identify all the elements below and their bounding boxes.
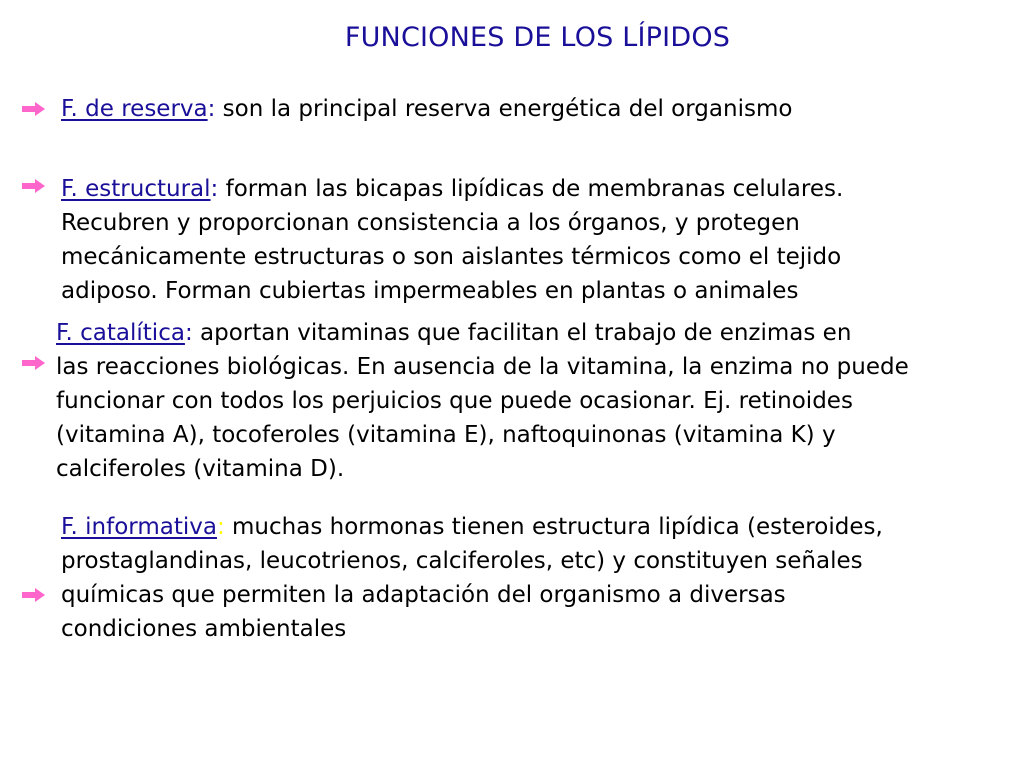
bullet-text-line: funcionar con todos los perjuicios que puede ocasionar. Ej. retinoides [56, 388, 853, 414]
bullet-colon: : [216, 514, 225, 540]
bullet-text-line: (vitamina A), tocoferoles (vitamina E), naftoquinonas (vitamina K) y [56, 422, 836, 448]
arrow-right-icon [22, 587, 46, 603]
bullet-label: F. de reserva [61, 96, 208, 122]
bullet-catalitica [56, 316, 909, 486]
bullet-text-line: químicas que permiten la adaptación del organismo a diversas [61, 582, 786, 608]
bullet-colon: : [207, 96, 216, 122]
bullet-colon: : [184, 320, 193, 346]
bullet-text-line: prostaglandinas, leucotrienos, calciferoles, etc) y constituyen señales [61, 548, 863, 574]
bullet-reserva [61, 92, 792, 126]
bullet-text-line: mecánicamente estructuras o son aislantes térmicos como el tejido [61, 244, 842, 270]
bullet-text-line: Recubren y proporcionan consistencia a los órganos, y protegen [61, 210, 800, 236]
bullet-label: F. informativa [61, 514, 217, 540]
bullet-text-line: las reacciones biológicas. En ausencia de la vitamina, la enzima no puede [56, 354, 909, 380]
bullet-text-line: calciferoles (vitamina D). [56, 456, 345, 482]
slide-title: FUNCIONES DE LOS LÍPIDOS [344, 22, 731, 53]
arrow-right-icon [22, 101, 46, 117]
bullet-text-line: adiposo. Forman cubiertas impermeables en plantas o animales [61, 278, 799, 304]
bullet-informativa [61, 510, 883, 646]
bullet-text-line: son la principal reserva energética del organismo [215, 96, 793, 122]
bullet-text-line: aportan vitaminas que facilitan el trabajo de enzimas en [192, 320, 852, 346]
bullet-label: F. estructural [61, 176, 211, 202]
bullet-text-line: forman las bicapas lipídicas de membranas celulares. [218, 176, 844, 202]
arrow-right-icon [22, 178, 46, 194]
bullet-text-line: muchas hormonas tienen estructura lipídica (esteroides, [224, 514, 883, 540]
bullet-text-line: condiciones ambientales [61, 616, 347, 642]
bullet-colon: : [210, 176, 219, 202]
bullet-label: F. catalítica [56, 320, 185, 346]
bullet-estructural [61, 172, 843, 308]
arrow-right-icon [22, 355, 46, 371]
